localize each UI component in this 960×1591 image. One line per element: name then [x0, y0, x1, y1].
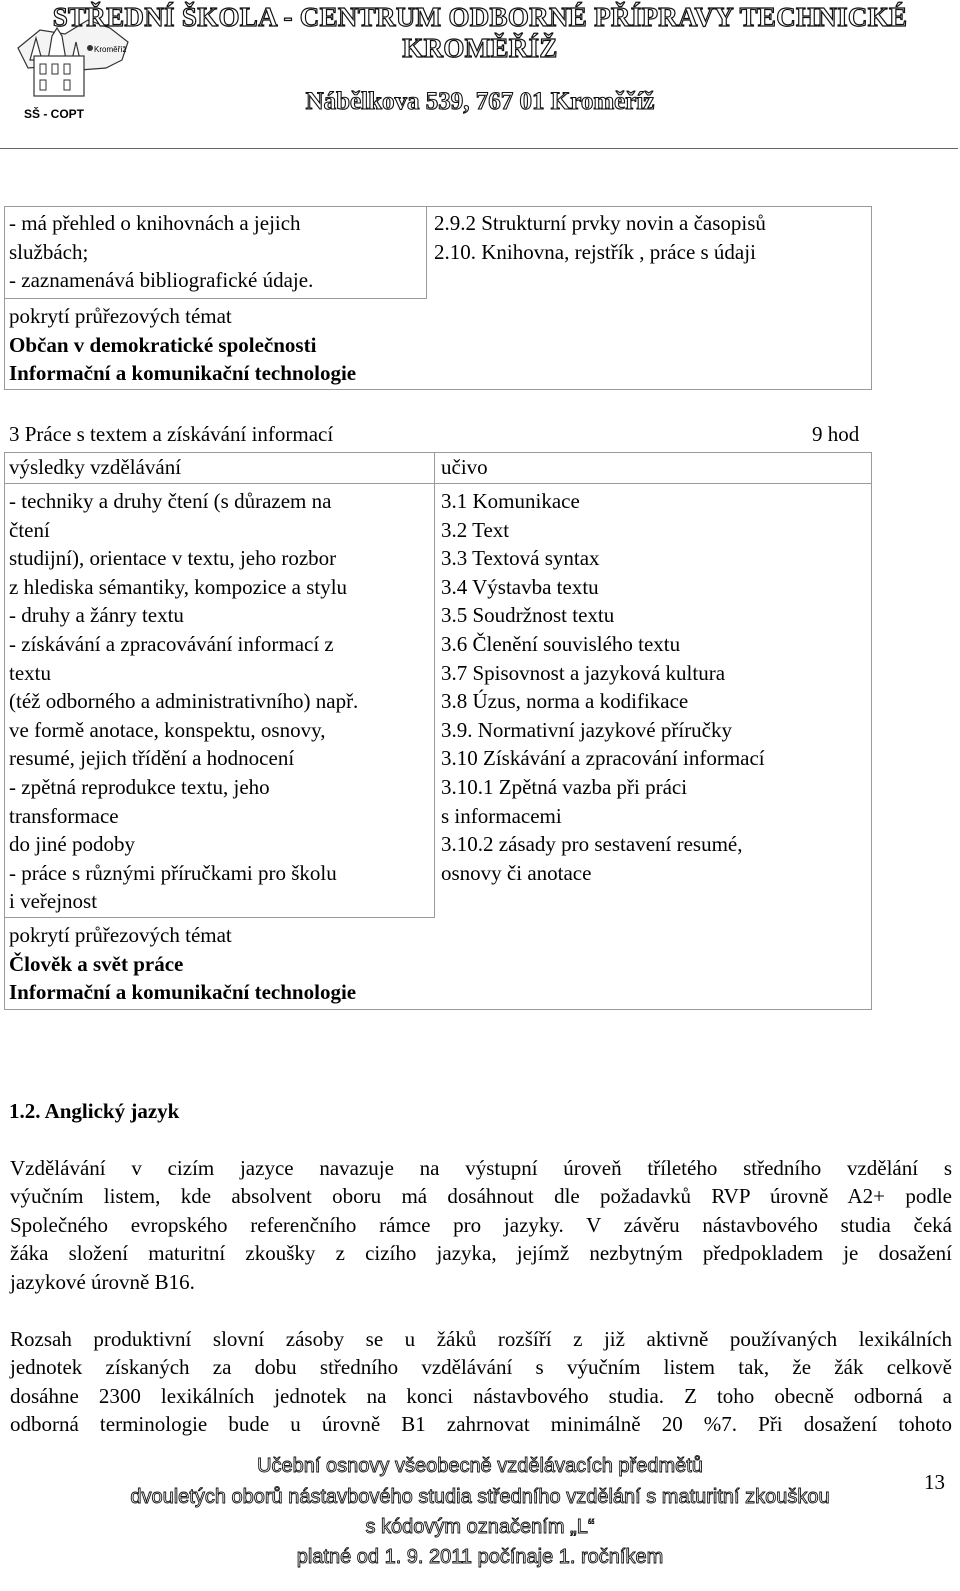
cross-topic: Informační a komunikační technologie — [9, 361, 357, 386]
footer-line: s kódovým označením „L“ — [365, 1516, 595, 1538]
footer-line: platné od 1. 9. 2011 počínaje 1. ročníkem — [296, 1546, 664, 1568]
list-item: 3.10.2 zásady pro sestavení resumé, — [441, 832, 743, 857]
svg-text:SŠ - COPT: SŠ - COPT — [24, 107, 85, 121]
table1-row-divider — [4, 298, 427, 299]
header-divider — [0, 148, 958, 149]
paragraph-1 — [10, 1154, 952, 1296]
paragraph-line: žáka složení maturitní zkoušky z cizího jazyka, jejímž nezbytným předpokladem je dosažení — [10, 1241, 952, 1266]
list-item: s informacemi — [441, 803, 562, 828]
paragraph-line: dosáhne 2300 lexikálních jednotek na konci nástavbového studia. Z toho obecně odborná a — [10, 1383, 952, 1408]
school-name-line1: STŘEDNÍ ŠKOLA - CENTRUM ODBORNÉ PŘÍPRAVY TECHNICKÉ — [52, 2, 908, 32]
table1-outcomes — [9, 209, 313, 295]
paragraph-line: Vzdělávání v cizím jazyce navazuje na výstupní úroveň tříletého středního vzdělání s — [10, 1156, 952, 1180]
svg-text:Kroměříž: Kroměříž — [94, 45, 127, 54]
list-item: 3.3 Textová syntax — [441, 546, 600, 571]
cross-topics-label: pokrytí průřezových témat — [9, 923, 232, 947]
list-item: 3.9. Normativní jazykové příručky — [441, 717, 733, 742]
list-item: 3.7 Spisovnost a jazyková kultura — [441, 660, 726, 685]
list-item: - zpětná reprodukce textu, jeho — [9, 774, 270, 799]
table3-column-divider — [434, 452, 435, 917]
section-title: 3 Práce s textem a získávání informací — [9, 422, 334, 446]
paragraph-line: výučním listem, kde absolvent oboru má dosáhnout dle požadavků RVP úrovně A2+ podle — [10, 1184, 952, 1209]
list-item: 2.9.2 Strukturní prvky novin a časopisů — [434, 211, 766, 235]
table3-header-divider — [4, 483, 871, 484]
table1-column-divider — [426, 206, 427, 298]
paragraph-line: odborná terminologie bude u úrovně B1 zahrnovat minimálně 20 %7. Při dosažení tohoto — [10, 1412, 952, 1437]
footer-line: Učební osnovy všeobecně vzdělávacích předmětů — [257, 1455, 703, 1477]
list-item: osnovy či anotace — [441, 860, 592, 885]
list-item: 3.1 Komunikace — [441, 489, 580, 513]
table3-row-divider — [4, 917, 435, 918]
column-header-curriculum: učivo — [441, 455, 488, 479]
section3-outcomes — [9, 487, 358, 916]
list-item: 2.10. Knihovna, rejstřík , práce s údaji — [434, 239, 756, 264]
list-item: 3.6 Členění souvislého textu — [441, 631, 681, 656]
list-item: (též odborného a administrativního) např. — [9, 689, 359, 714]
cross-topics-label: pokrytí průřezových témat — [9, 304, 232, 328]
list-item: 3.8 Úzus, norma a kodifikace — [441, 689, 689, 714]
list-item: - zaznamenává bibliografické údaje. — [9, 268, 314, 293]
section-hours: 9 hod — [812, 422, 860, 446]
list-item: - techniky a druhy čtení (s důrazem na — [9, 489, 332, 513]
list-item: - práce s různými příručkami pro školu — [9, 860, 337, 885]
list-item: 3.4 Výstavba textu — [441, 574, 599, 599]
list-item: do jiné podoby — [9, 832, 135, 857]
page-header — [0, 0, 960, 150]
list-item: studijní), orientace v textu, jeho rozbor — [9, 546, 337, 571]
list-item: transformace — [9, 803, 119, 828]
paragraph-line: jazykové úrovně B16. — [10, 1269, 195, 1294]
footer-line: dvouletých oborů nástavbového studia středního vzdělání s maturitní zkouškou — [130, 1486, 830, 1508]
list-item: 3.10 Získávání a zpracování informací — [441, 746, 765, 771]
paragraph-line: Společného evropského referenčního rámce pro jazyky. V závěru nástavbového studia čeká — [10, 1212, 952, 1237]
section3-curriculum — [441, 487, 765, 887]
table1-cross-topics — [9, 302, 356, 388]
school-address: Nábělkova 539, 767 01 Kroměříž — [305, 88, 655, 115]
cross-topic: Občan v demokratické společnosti — [9, 332, 317, 357]
list-item: - má přehled o knihovnách a jejich — [9, 211, 301, 235]
school-name-line2: KROMĚŘÍŽ — [402, 33, 558, 63]
list-item: 3.5 Soudržnost textu — [441, 603, 615, 628]
list-item: resumé, jejich třídění a hodnocení — [9, 746, 295, 771]
list-item: textu — [9, 660, 51, 685]
list-item: službách; — [9, 239, 89, 264]
paragraph-2 — [10, 1325, 952, 1439]
list-item: - získávání a zpracovávání informací z — [9, 631, 334, 656]
page-number: 13 — [924, 1470, 945, 1494]
paragraph-line: jednotek získaných za dobu středního vzdělávání s výučním listem tak, že žák celkově — [10, 1355, 952, 1380]
list-item: 3.10.1 Zpětná vazba při práci — [441, 774, 688, 799]
list-item: i veřejnost — [9, 889, 98, 914]
list-item: čtení — [9, 517, 50, 542]
cross-topic: Informační a komunikační technologie — [9, 980, 357, 1005]
list-item: ve formě anotace, konspektu, osnovy, — [9, 717, 326, 742]
list-item: z hlediska sémantiky, kompozice a stylu — [9, 574, 348, 599]
section-heading: 1.2. Anglický jazyk — [9, 1099, 180, 1123]
column-header-outcomes: výsledky vzdělávání — [9, 455, 182, 479]
paragraph-line: Rozsah produktivní slovní zásoby se u žáků rozšíří z již aktivně používaných lexikálních — [10, 1327, 952, 1351]
list-item: - druhy a žánry textu — [9, 603, 184, 628]
list-item: 3.2 Text — [441, 517, 510, 542]
cross-topic: Člověk a svět práce — [9, 951, 184, 976]
table1-curriculum — [434, 209, 766, 266]
section3-cross-topics — [9, 921, 356, 1007]
